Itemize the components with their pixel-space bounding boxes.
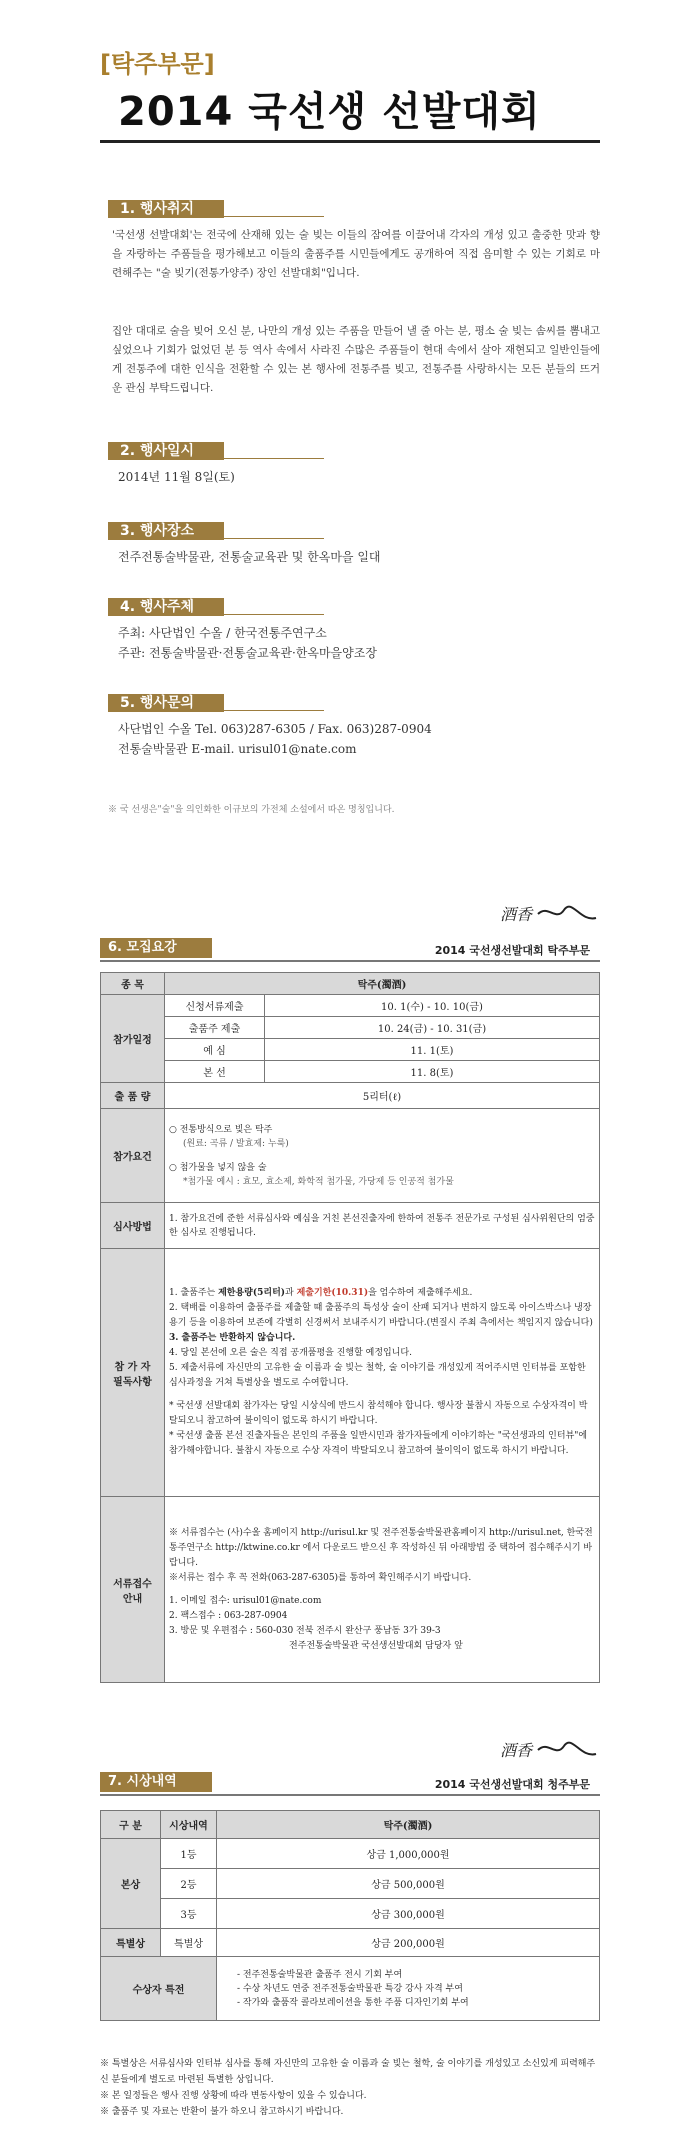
section-title: 3. 행사장소 bbox=[120, 523, 195, 539]
apply-fax: 2. 팩스접수 : 063-287-0904 bbox=[169, 1610, 288, 1621]
notice-item-2: 2. 택배를 이용하여 출품주를 제출할 때 출품주의 특성상 술이 산패 되거나 변하지 않도록 아이스박스나 냉장용기 등을 이용하여 보존에 각별히 신경써서 보내주시기 바랍니다.(변질시 주최 측에서는 책임지지 않습니다) bbox=[169, 1303, 593, 1328]
footnote-schedule: ※ 본 일정들은 행사 진행 상황에 따라 변동사항이 있을 수 있습니다. bbox=[100, 2091, 367, 2101]
special-award-label: 특별상 bbox=[101, 1929, 161, 1957]
col-header-category: 구 분 bbox=[101, 1811, 161, 1839]
heading-rule bbox=[100, 1794, 600, 1796]
section-heading-date bbox=[108, 442, 608, 462]
section-title: 2. 행사일시 bbox=[120, 443, 195, 459]
name-origin-note: ※ 국 선생은"술"을 의인화한 이규보의 가전체 소설에서 따온 명칭입니다. bbox=[108, 805, 395, 815]
notice-item-1: 1. 출품주는 제한용량(5리터)과 제출기한(10.31)을 엄수하여 제출해주세요. bbox=[169, 1288, 473, 1298]
section-title: 7. 시상내역 bbox=[108, 1774, 177, 1789]
heading-rule bbox=[100, 960, 600, 962]
apply-address-recipient: 전주전통술박물관 국선생선발대회 담당자 앞 bbox=[289, 1640, 463, 1651]
special-award-rank: 특별상 bbox=[161, 1929, 217, 1957]
notice-item-5: 5. 제출서류에 자신만의 고유한 술 이름과 술 빚는 철학, 술 이야기를 개성있게 적어주시면 인터뷰를 포함한 심사과정을 거쳐 특별상을 별도로 수여합니다. bbox=[169, 1363, 586, 1388]
organizer-host: 주최: 사단법인 수올 / 한국전통주연구소 bbox=[118, 626, 327, 640]
award-prize: 상금 300,000원 bbox=[217, 1899, 600, 1929]
award-prize: 상금 1,000,000원 bbox=[217, 1839, 600, 1869]
award-rank: 3등 bbox=[161, 1899, 217, 1929]
col-header-type: 탁주(濁酒) bbox=[217, 1811, 600, 1839]
page-title: 2014 국선생 선발대회 bbox=[118, 89, 541, 135]
benefits-label: 수상자 특전 bbox=[101, 1957, 217, 2021]
condition-1: ○ 전통방식으로 빚은 탁주 bbox=[169, 1124, 273, 1135]
apply-email[interactable]: 1. 이메일 접수: urisul01@nate.com bbox=[169, 1595, 322, 1606]
col-header-type: 탁주(濁酒) bbox=[165, 973, 600, 995]
event-label: 2014 국선생선발대회 청주부문 bbox=[434, 1778, 590, 1791]
purpose-paragraph-2: 집안 대대로 술을 빚어 오신 분, 나만의 개성 있는 주품을 만들어 낼 줄 아는 분, 평소 술 빚는 솜씨를 뽐내고 싶었으나 기회가 없었던 분 등 역사 속에서 사라진 수많은 주품들이 현대 속에서 살아 재현되고 일반인들에게 전통주에 대한 인식을 전환할 수 있는 본 행사에 전통주를 빚고, 전통주를 사랑하시는 모든 분들의 뜨거운 관심 부탁드립니다. bbox=[112, 325, 600, 394]
event-label: 2014 국선생선발대회 탁주부문 bbox=[434, 944, 590, 957]
section-title: 1. 행사취지 bbox=[120, 201, 195, 217]
condition-2-detail: *첨가물 예시 : 효모, 효소제, 화학적 첨가물, 가당제 등 인공적 첨가물 bbox=[183, 1176, 454, 1187]
award-rank: 2등 bbox=[161, 1869, 217, 1899]
calligraphy-logo-icon bbox=[500, 900, 600, 928]
col-header-category: 종 목 bbox=[101, 973, 165, 995]
section-title: 6. 모집요강 bbox=[108, 940, 177, 955]
calligraphy-logo-icon bbox=[500, 1736, 600, 1764]
apply-download-info[interactable]: ※ 서류접수는 (사)수올 홈페이지 http://urisul.kr 및 전주전통술박물관홈페이지 http://urisul.net, 한국전통주연구소 http://ktwine.co.kr 에서 다운로드 받으신 후 작성하신 뒤 아래방법 중 택하여 접수해주시기 바랍니다. bbox=[169, 1527, 593, 1568]
signature-logo bbox=[500, 1736, 600, 1764]
event-date: 2014년 11월 8일(토) bbox=[118, 470, 235, 484]
apply-confirm-info: ※서류는 접수 후 꼭 전화(063-287-6305)를 통하여 확인해주시기 바랍니다. bbox=[169, 1572, 472, 1583]
judging-label: 심사방법 bbox=[101, 1203, 165, 1249]
award-rank: 1등 bbox=[161, 1839, 217, 1869]
judging-text: 1. 참가요건에 준한 서류심사와 예심을 거친 본선진출자에 한하여 전통주 전문가로 구성된 심사위원단의 엄중한 심사로 진행됩니다. bbox=[165, 1203, 600, 1249]
awards-footnotes bbox=[100, 2056, 600, 2120]
event-venue: 전주전통술박물관, 전통술교육관 및 한옥마을 일대 bbox=[118, 550, 381, 564]
schedule-value: 11. 8(토) bbox=[265, 1061, 600, 1083]
condition-1-detail: (원료: 곡류 / 발효제: 누룩) bbox=[183, 1138, 289, 1149]
condition-label: 참가요건 bbox=[101, 1109, 165, 1203]
main-award-label: 본상 bbox=[101, 1839, 161, 1929]
svg-text:酒香: 酒香 bbox=[500, 905, 533, 924]
svg-text:酒香: 酒香 bbox=[500, 1741, 533, 1760]
condition-2: ○ 첨가물을 넣지 않을 술 bbox=[169, 1162, 267, 1173]
schedule-key: 예 심 bbox=[165, 1039, 265, 1061]
section-heading-venue bbox=[108, 522, 608, 542]
schedule-value: 10. 1(수) - 10. 10(금) bbox=[265, 995, 600, 1017]
volume-label: 출 품 량 bbox=[101, 1083, 165, 1109]
notice-label: 참 가 자 필독사항 bbox=[101, 1249, 165, 1497]
signature-logo bbox=[500, 900, 600, 928]
benefit-item: - 작가와 출품작 콜라보레이션을 통한 주품 디자인기회 부여 bbox=[237, 1997, 469, 2008]
notice-item-7: * 국선생 출품 본선 진출자들은 본인의 주품을 일반시민과 참가자들에게 이야기하는 "국선생과의 인터뷰"에 참가해야합니다. 불참시 자동으로 수상 자격이 박탈되오니 참고하여 불이익이 없도록 하시기 바랍니다. bbox=[169, 1431, 588, 1456]
contact-email: 전통술박물관 E-mail. urisul01@nate.com bbox=[118, 742, 357, 756]
notice-item-6: * 국선생 선발대회 참가자는 당일 시상식에 반드시 참석해야 합니다. 행사장 불참시 자동으로 수상자격이 박탈되오니 참고하여 불이익이 없도록 하시기 바랍니다. bbox=[169, 1401, 588, 1426]
section-heading-organizer bbox=[108, 598, 608, 618]
awards-table bbox=[100, 1810, 600, 2021]
benefit-item: - 수상 차년도 연중 전주전통술박물관 특강 강사 자격 부여 bbox=[237, 1983, 463, 1994]
recruit-table bbox=[100, 972, 600, 1683]
schedule-label: 참가일정 bbox=[101, 995, 165, 1083]
title-divider bbox=[100, 140, 600, 143]
award-prize: 상금 500,000원 bbox=[217, 1869, 600, 1899]
schedule-key: 신청서류제출 bbox=[165, 995, 265, 1017]
benefit-item: - 전주전통술박물관 출품주 전시 기회 부여 bbox=[237, 1969, 403, 1980]
volume-value: 5리터(ℓ) bbox=[165, 1083, 600, 1109]
section-heading-awards bbox=[100, 1772, 212, 1792]
section-heading-contact bbox=[108, 694, 608, 714]
schedule-key: 본 선 bbox=[165, 1061, 265, 1083]
purpose-paragraph-1: '국선생 선발대회'는 전국에 산재해 있는 술 빚는 이들의 잠여를 이끌어내 각자의 개성 있고 출중한 맛과 향을 자랑하는 주품들을 평가해보고 이들의 출품주를 시민들에게도 공개하여 직접 음미할 수 있는 기회로 마련해주는 "술 빚기(전통가양주) 장인 선발대회"입니다. bbox=[112, 229, 600, 279]
schedule-value: 11. 1(토) bbox=[265, 1039, 600, 1061]
section-title: 4. 행사주체 bbox=[120, 599, 195, 615]
section-heading-purpose bbox=[108, 200, 608, 220]
apply-visit: 3. 방문 및 우편접수 : 560-030 전북 전주시 완산구 풍남동 3가 39-3 bbox=[169, 1625, 441, 1636]
schedule-value: 10. 24(금) - 10. 31(금) bbox=[265, 1017, 600, 1039]
apply-label: 서류접수 안내 bbox=[101, 1497, 165, 1683]
organizer-runner: 주관: 전통술박물관·전통술교육관·한옥마을양조장 bbox=[118, 646, 377, 660]
footnote-return: ※ 출품주 및 자료는 반환이 불가 하오니 참고하시기 바랍니다. bbox=[100, 2107, 344, 2117]
col-header-award: 시상내역 bbox=[161, 1811, 217, 1839]
section-title: 5. 행사문의 bbox=[120, 695, 195, 711]
section-heading-recruit bbox=[100, 938, 212, 958]
contact-phone: 사단법인 수올 Tel. 063)287-6305 / Fax. 063)287-0904 bbox=[118, 722, 432, 736]
schedule-key: 출품주 제출 bbox=[165, 1017, 265, 1039]
footnote-special: ※ 특별상은 서류심사와 인터뷰 심사를 통해 자신만의 고유한 술 이름과 술 빚는 철학, 술 이야기를 개성있고 소신있게 피력해주신 분들에게 별도로 마련된 특별한 상입니다. bbox=[100, 2059, 596, 2085]
special-award-prize: 상금 200,000원 bbox=[217, 1929, 600, 1957]
notice-item-3: 3. 출품주는 반환하지 않습니다. bbox=[169, 1333, 296, 1343]
category-subtitle: [탁주부문] bbox=[100, 50, 215, 78]
notice-item-4: 4. 당일 본선에 오른 술은 직접 공개품평을 진행할 예정입니다. bbox=[169, 1348, 412, 1358]
